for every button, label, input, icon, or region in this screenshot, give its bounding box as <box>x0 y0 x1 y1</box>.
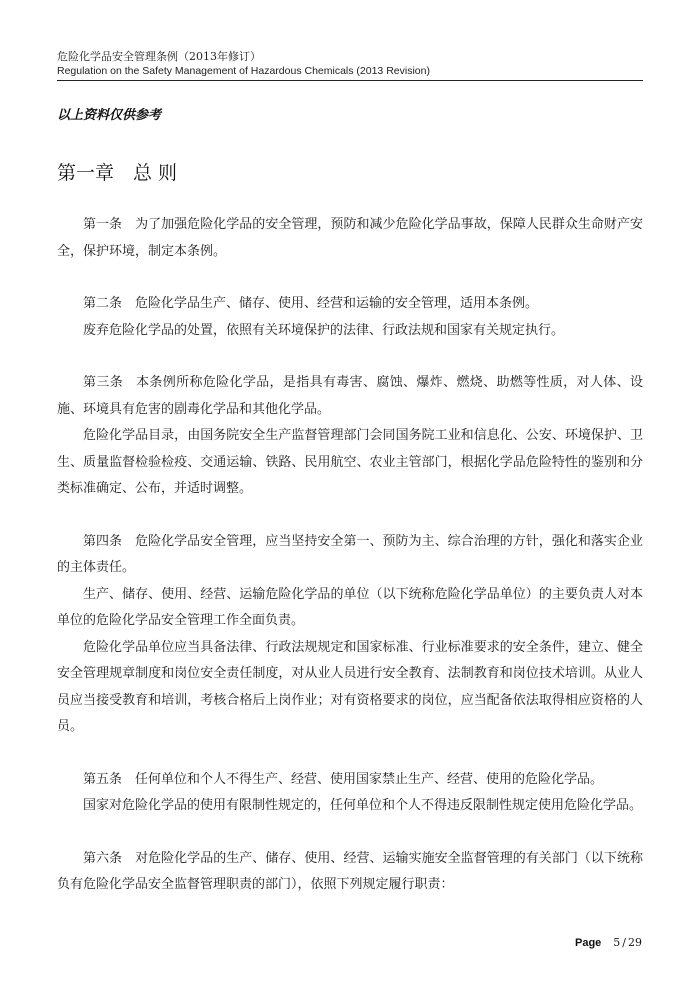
article <box>57 529 643 741</box>
page-footer <box>575 936 642 949</box>
header-title-en: Regulation on the Safety Management of Hazardous Chemicals (2013 Revision) <box>57 65 430 77</box>
article-number: 第四条 <box>83 533 123 549</box>
article-paragraph <box>57 423 643 503</box>
article-number: 第三条 <box>83 375 124 390</box>
total-pages-number: 29 <box>628 936 642 949</box>
article-paragraph <box>57 582 643 635</box>
article <box>57 212 643 265</box>
article-paragraph <box>57 318 643 345</box>
article-text: 为了加强危险化学品的安全管理，预防和减少危险化学品事故，保障人民群众生命财产安全，保护环境，制定本条例。 <box>57 217 643 259</box>
article-text: 危险化学品单位应当具备法律、行政法规规定和国家标准、行业标准要求的安全条件，建立、健全安全管理规章制度和岗位安全责任制度，对从业人员进行安全教育、法制教育和岗位技术培训。从业人员应当接受教育和培训，考核合格后上岗作业；对有资格要求的岗位，应当配备依法取得相应资格的人员。 <box>57 639 643 734</box>
article-paragraph <box>57 635 643 741</box>
header-title-cn: 危险化学品安全管理条例（2013年修订） <box>57 50 261 63</box>
article-text: 国家对危险化学品的使用有限制性规定的，任何单位和个人不得违反限制性规定使用危险化学品。 <box>83 798 643 813</box>
article-first-paragraph <box>57 370 643 423</box>
article <box>57 370 643 503</box>
article-text: 危险化学品生产、储存、使用、经营和运输的安全管理，适用本条例。 <box>135 296 539 311</box>
article-paragraph <box>57 793 643 820</box>
article-number: 第六条 <box>83 850 123 866</box>
document-header <box>57 50 643 81</box>
current-page-number: 5 <box>613 936 621 949</box>
article-text: 对危险化学品的生产、储存、使用、经营、运输实施安全监督管理的有关部门（以下统称负有危险化学品安全监督管理职责的部门），依照下列规定履行职责： <box>57 850 643 892</box>
page-separator: / <box>622 936 626 949</box>
chapter-title: 第一章 总 则 <box>57 162 178 184</box>
article-text: 任何单位和个人不得生产、经营、使用国家禁止生产、经营、使用的危险化学品。 <box>135 771 604 787</box>
article-first-paragraph <box>57 212 643 265</box>
articles-body <box>57 212 643 925</box>
article-first-paragraph <box>57 767 643 794</box>
article-text: 本条例所称危险化学品，是指具有毒害、腐蚀、爆炸、燃烧、助燃等性质，对人体、设施、环境具有危害的剧毒化学品和其他化学品。 <box>57 375 643 417</box>
article-first-paragraph <box>57 846 643 899</box>
article-number: 第二条 <box>83 296 123 311</box>
article <box>57 291 643 344</box>
page-label: Page <box>574 937 602 949</box>
reference-note: 以上资料仅供参考 <box>57 108 162 123</box>
article-number: 第五条 <box>83 771 123 787</box>
article <box>57 846 643 899</box>
article-first-paragraph <box>57 529 643 582</box>
article-first-paragraph <box>57 291 643 318</box>
article-text: 废弃危险化学品的处置，依照有关环境保护的法律、行政法规和国家有关规定执行。 <box>83 322 565 338</box>
article-number: 第一条 <box>83 217 123 232</box>
article-text: 生产、储存、使用、经营、运输危险化学品的单位（以下统称危险化学品单位）的主要负责人对本单位的危险化学品安全管理工作全面负责。 <box>57 586 643 628</box>
article-text: 危险化学品安全管理，应当坚持安全第一、预防为主、综合治理的方针，强化和落实企业的主体责任。 <box>57 533 643 575</box>
article-text: 危险化学品目录，由国务院安全生产监督管理部门会同国务院工业和信息化、公安、环境保护、卫生、质量监督检验检疫、交通运输、铁路、民用航空、农业主管部门，根据化学品危险特性的鉴别和分类标准确定、公布，并适时调整。 <box>57 428 643 496</box>
article <box>57 767 643 820</box>
